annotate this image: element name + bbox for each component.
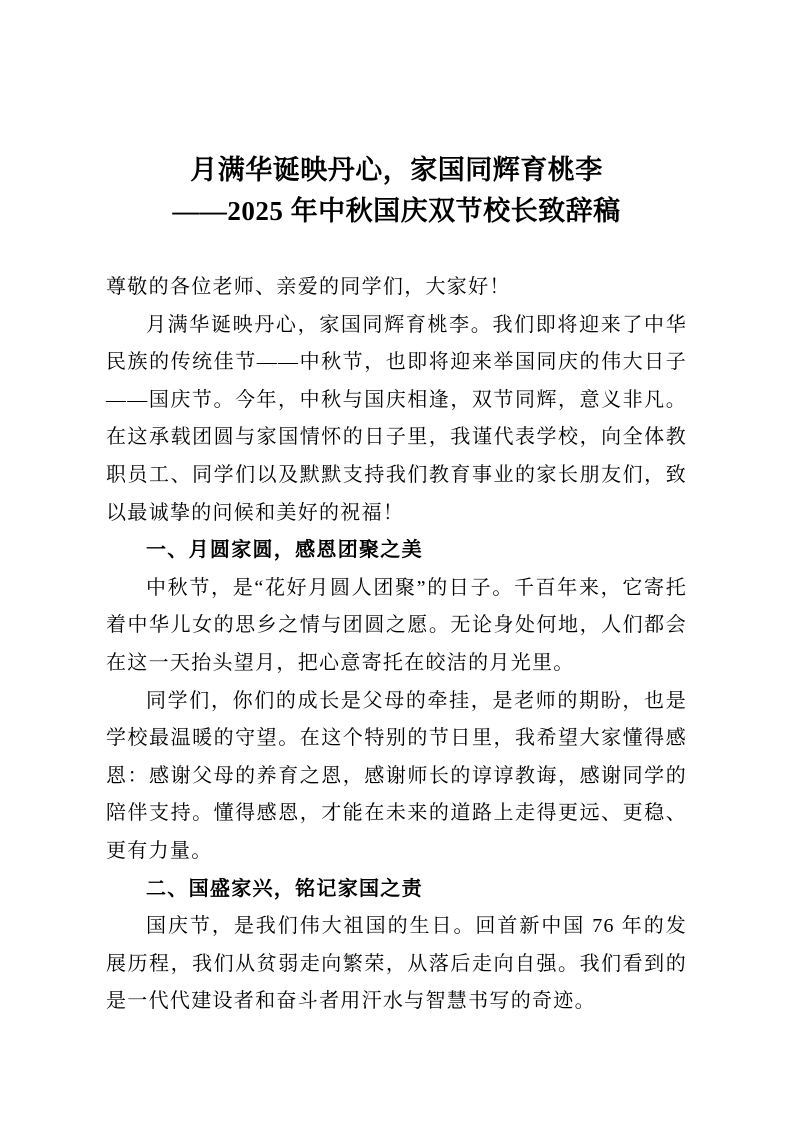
document-body (0, 269, 793, 1021)
document-title (0, 0, 793, 232)
intro-paragraph: 月满华诞映丹心，家国同辉育桃李。我们即将迎来了中华民族的传统佳节——中秋节，也即将迎来举国同庆的伟大日子——国庆节。今年，中秋与国庆相逢，双节同辉，意义非凡。在这承载团圆与家国情怀的日子里，我谨代表学校，向全体教职员工、同学们以及默默支持我们教育事业的家长朋友们，致以最诚挚的问候和美好的祝福！ (106, 313, 687, 524)
section-1-paragraph-2: 同学们，你们的成长是父母的牵挂，是老师的期盼，也是学校最温暖的守望。在这个特别的节日里，我希望大家懂得感恩：感谢父母的养育之恩，感谢师长的谆谆教诲，感谢同学的陪伴支持。懂得感恩，才能在未来的道路上走得更远、更稳、更有力量。 (106, 689, 687, 862)
document-title-line-1: 月满华诞映丹心，家国同辉育桃李 (190, 155, 603, 185)
greeting-line: 尊敬的各位老师、亲爱的同学们，大家好！ (106, 276, 511, 298)
section-2-paragraph-1: 国庆节，是我们伟大祖国的生日。回首新中国 76 年的发展历程，我们从贫弱走向繁荣，从落后走向自强。我们看到的是一代代建设者和奋斗者用汗水与智慧书写的奇迹。 (106, 915, 687, 1013)
section-1-paragraph-1: 中秋节，是“花好月圆人团聚”的日子。千百年来，它寄托着中华儿女的思乡之情与团圆之愿。无论身处何地，人们都会在这一天抬头望月，把心意寄托在皎洁的月光里。 (106, 576, 687, 674)
document-title-line-2: ——2025 年中秋国庆双节校长致辞稿 (172, 196, 621, 226)
section-2-heading: 二、国盛家兴，铭记家国之责 (146, 877, 423, 900)
section-1-heading: 一、月圆家圆，感恩团聚之美 (146, 539, 423, 562)
